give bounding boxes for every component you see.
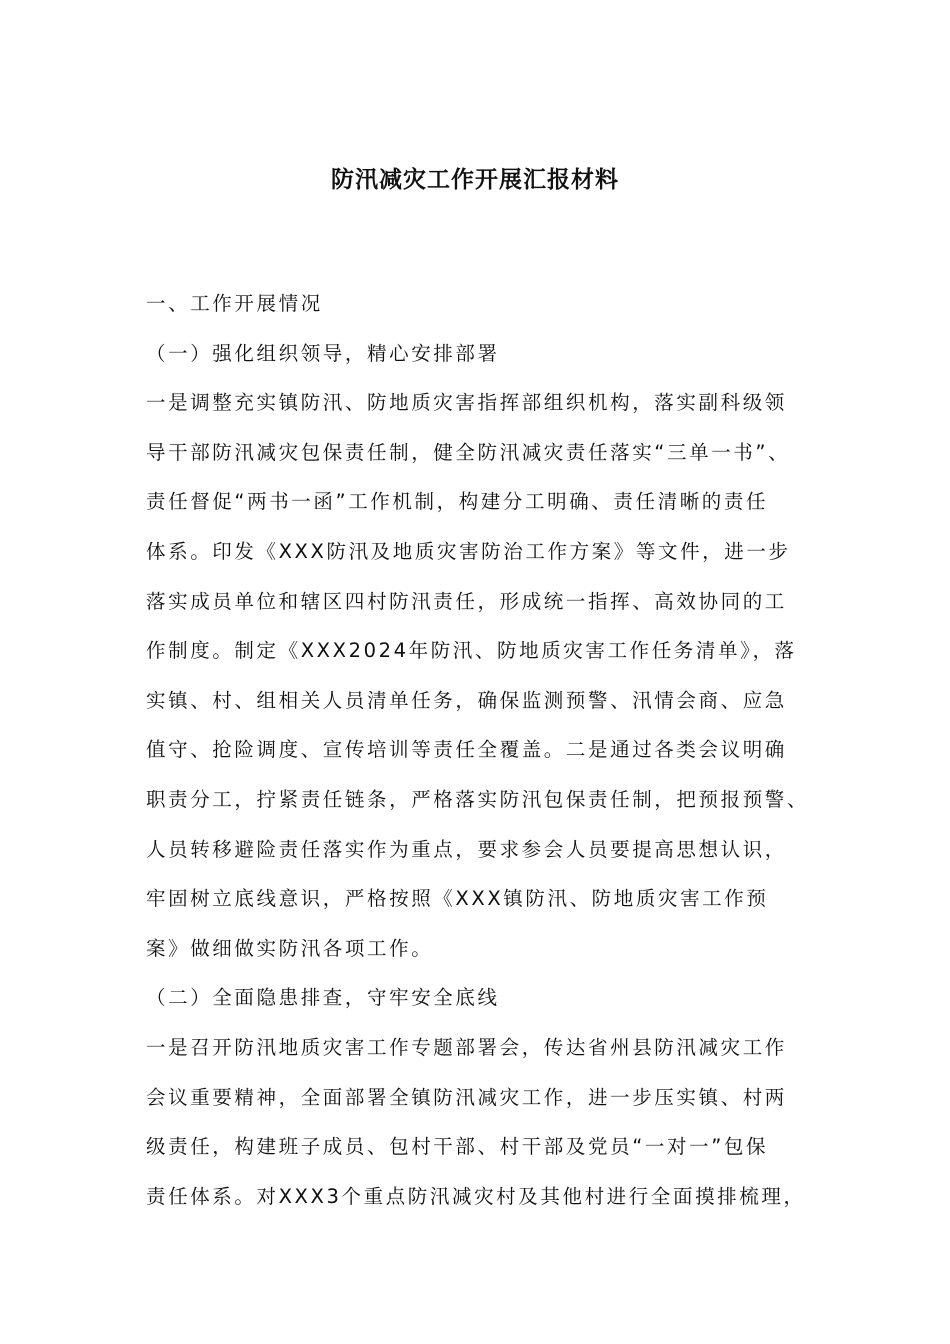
- paragraph-line: 一是召开防汛地质灾害工作专题部署会，传达省州县防汛减灾工作: [146, 1035, 787, 1059]
- paragraph-line: 责任督促“两书一函”工作机制，构建分工明确、责任清晰的责任: [146, 490, 769, 514]
- subsection-heading: （一）强化组织领导，精心安排部署: [146, 341, 500, 365]
- paragraph-line: 实镇、村、组相关人员清单任务，确保监测预警、汛情会商、应急: [146, 688, 787, 712]
- paragraph-line: 值守、抢险调度、宣传培训等责任全覆盖。二是通过各类会议明确: [146, 738, 787, 762]
- paragraph-line: 会议重要精神，全面部署全镇防汛减灾工作，进一步压实镇、村两: [146, 1085, 787, 1109]
- paragraph-line: 职责分工，拧紧责任链条，严格落实防汛包保责任制，把预报预警、: [146, 787, 810, 811]
- paragraph-line: 级责任，构建班子成员、包村干部、村干部及党员“一对一”包保: [146, 1135, 769, 1159]
- subsection-heading: （二）全面隐患排查，守牢安全底线: [146, 986, 500, 1010]
- paragraph-line: 体系。印发《XXX防汛及地质灾害防治工作方案》等文件，进一步: [146, 539, 791, 563]
- paragraph-line: 导干部防汛减灾包保责任制，健全防汛减灾责任落实“三单一书”、: [146, 440, 791, 464]
- paragraph-line: 作制度。制定《XXX2024年防汛、防地质灾害工作任务清单》，落: [146, 639, 797, 663]
- document-body: [146, 279, 822, 1221]
- paragraph-line: 案》做细做实防汛各项工作。: [146, 936, 434, 960]
- paragraph-line: 落实成员单位和辖区四村防汛责任，形成统一指挥、高效协同的工: [146, 589, 787, 613]
- paragraph-line: 一是调整充实镇防汛、防地质灾害指挥部组织机构，落实副科级领: [146, 391, 787, 415]
- paragraph-line: 责任体系。对XXX3个重点防汛减灾村及其他村进行全面摸排梳理，: [146, 1184, 806, 1208]
- section-heading: 一、工作开展情况: [146, 292, 323, 315]
- document-title: 防汛减灾工作开展汇报材料: [331, 166, 619, 193]
- paragraph-line: 牢固树立底线意识，严格按照《XXX镇防汛、防地质灾害工作预: [146, 887, 769, 911]
- paragraph-line: 人员转移避险责任落实作为重点，要求参会人员要提高思想认识，: [146, 837, 787, 861]
